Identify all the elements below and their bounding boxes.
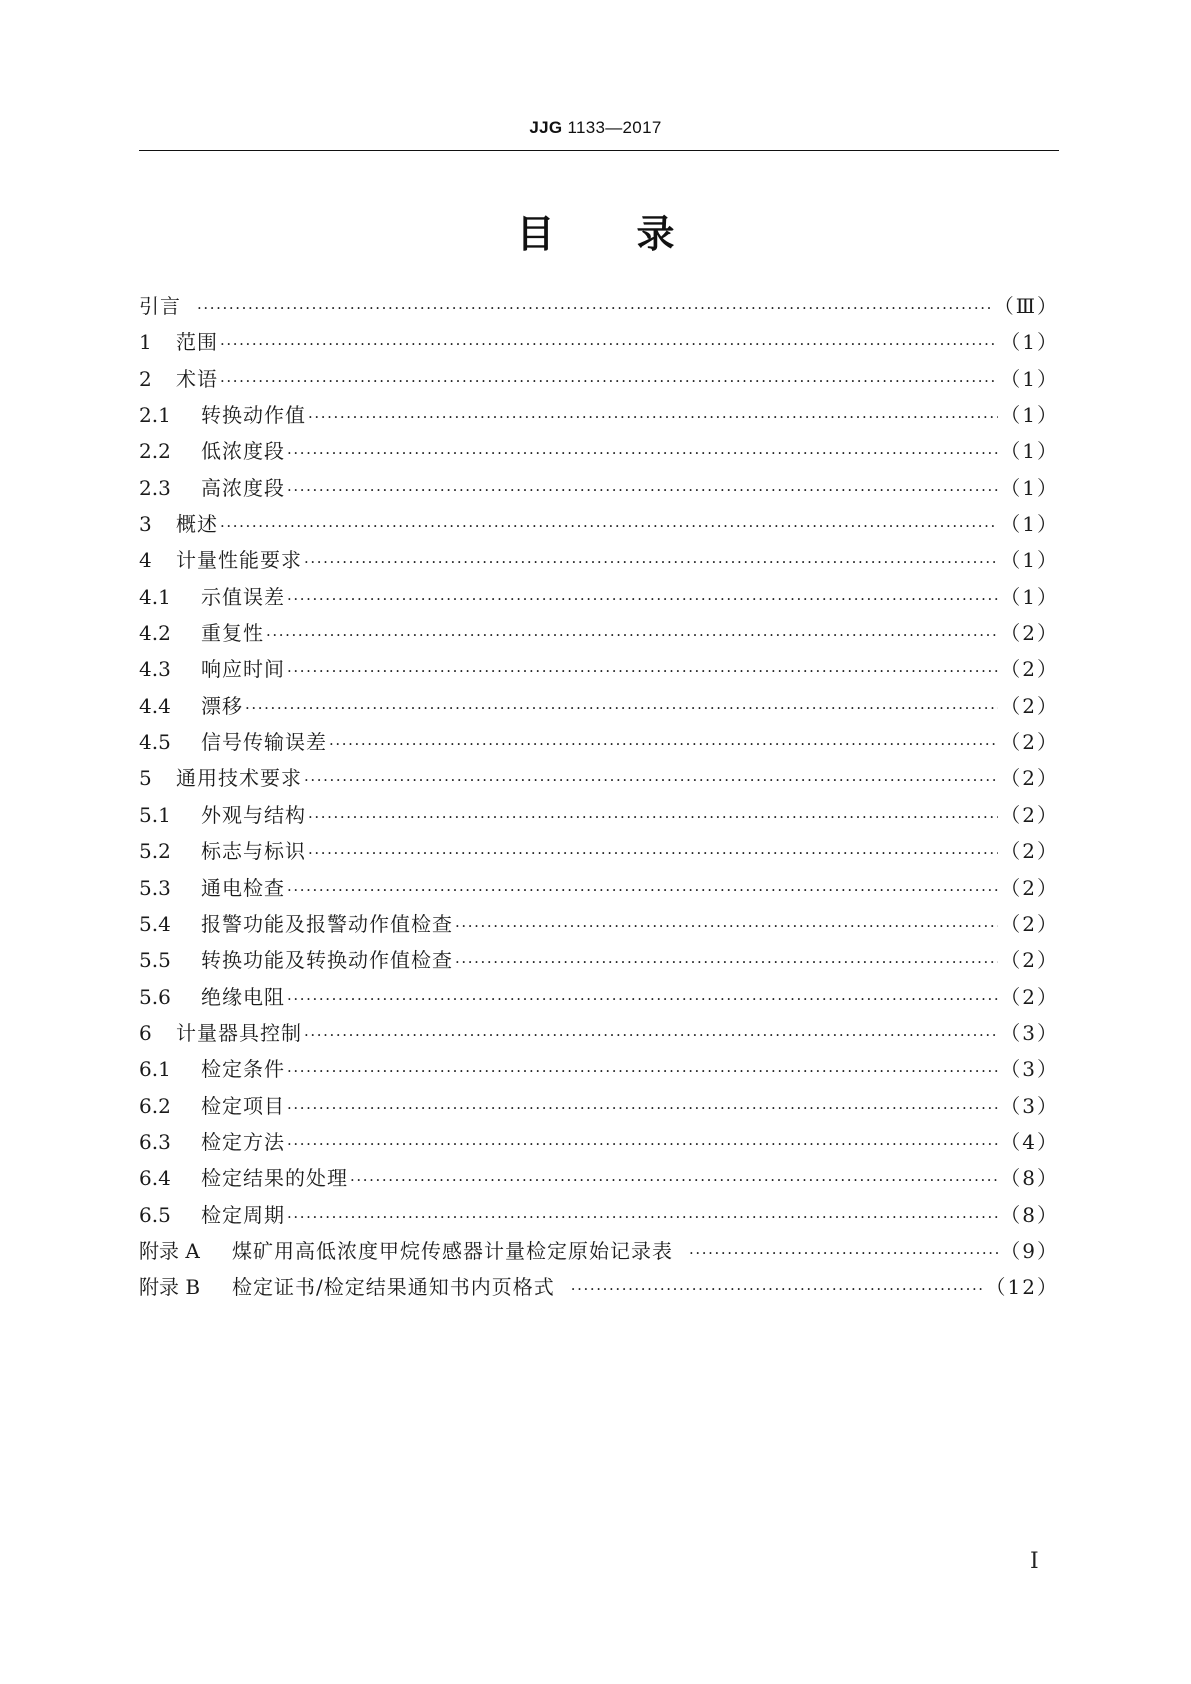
toc-entry-number: 2 xyxy=(139,366,152,391)
toc-leader-dots xyxy=(220,508,998,544)
toc-entry[interactable] xyxy=(139,1233,1059,1269)
toc-entry-title: 高浓度段 xyxy=(201,475,285,500)
toc-entry[interactable] xyxy=(139,324,1059,360)
toc-entry-number: 5 xyxy=(139,766,152,791)
toc-entry-page: （8） xyxy=(1000,1166,1059,1191)
page-title xyxy=(0,203,1191,258)
toc-entry-title: 漂移 xyxy=(201,693,243,718)
toc-entry-page: （Ⅲ） xyxy=(993,294,1059,318)
toc-entry[interactable] xyxy=(139,979,1059,1015)
toc-entry-page: （1） xyxy=(1000,475,1059,500)
toc-entry-title: 检定方法 xyxy=(201,1129,285,1154)
toc-entry-page: （3） xyxy=(1000,1020,1059,1045)
toc-entry[interactable] xyxy=(139,833,1059,869)
toc-entry-number: 2.2 xyxy=(139,439,171,464)
toc-entry-title: 通用技术要求 xyxy=(176,766,302,791)
toc-entry-page: （2） xyxy=(1000,839,1059,864)
toc-leader-dots xyxy=(304,1017,998,1053)
toc-entry-title: 转换功能及转换动作值检查 xyxy=(201,948,453,973)
toc-leader-dots xyxy=(287,981,998,1017)
toc-leader-dots xyxy=(308,399,998,435)
toc-entry-number: 3 xyxy=(139,512,152,537)
toc-entry[interactable] xyxy=(139,433,1059,469)
toc-entry-page: （2） xyxy=(1000,911,1059,936)
toc-leader-dots xyxy=(287,472,998,508)
toc-entry[interactable] xyxy=(139,1269,1059,1305)
toc-entry-page: （2） xyxy=(1000,948,1059,973)
toc-entry[interactable] xyxy=(139,724,1059,760)
toc-entry[interactable] xyxy=(139,870,1059,906)
title-part-2: 录 xyxy=(636,212,675,256)
toc-leader-dots xyxy=(689,1235,998,1271)
toc-entry-title: 概述 xyxy=(176,512,218,537)
toc-leader-dots xyxy=(287,1199,998,1235)
toc-entry[interactable] xyxy=(139,542,1059,578)
toc-entry-title: 转换动作值 xyxy=(201,403,306,428)
document-header xyxy=(0,118,1191,138)
toc-leader-dots xyxy=(329,726,998,762)
toc-entry[interactable] xyxy=(139,760,1059,796)
toc-entry-number: 附录 B xyxy=(139,1275,201,1300)
toc-entry-number: 6.4 xyxy=(139,1166,171,1191)
toc-entry[interactable] xyxy=(139,1015,1059,1051)
toc-entry[interactable] xyxy=(139,470,1059,506)
toc-entry-page: （3） xyxy=(1000,1057,1059,1082)
toc-entry-number: 2.1 xyxy=(139,403,171,428)
toc-entry[interactable] xyxy=(139,615,1059,651)
toc-leader-dots xyxy=(304,544,998,580)
toc-leader-dots xyxy=(350,1162,998,1198)
toc-leader-dots xyxy=(571,1271,984,1307)
toc-entry[interactable] xyxy=(139,397,1059,433)
toc-leader-dots xyxy=(287,581,998,617)
title-part-1: 目 xyxy=(516,212,555,256)
toc-entry-number: 4 xyxy=(139,548,152,573)
toc-entry-title: 术语 xyxy=(176,366,218,391)
toc-entry-title: 煤矿用高低浓度甲烷传感器计量检定原始记录表 xyxy=(232,1238,673,1263)
toc-entry-title: 示值误差 xyxy=(201,584,285,609)
toc-entry-title: 报警功能及报警动作值检查 xyxy=(201,911,453,936)
toc-leader-dots xyxy=(304,762,998,798)
toc-entry[interactable] xyxy=(139,361,1059,397)
toc-leader-dots xyxy=(308,799,998,835)
toc-entry-page: （1） xyxy=(1000,548,1059,573)
page-number: Ⅰ xyxy=(1030,1548,1039,1573)
toc-leader-dots xyxy=(220,326,998,362)
toc-entry-number: 6.1 xyxy=(139,1057,171,1082)
toc-entry-number: 4.4 xyxy=(139,693,171,718)
toc-entry-page: （2） xyxy=(1000,766,1059,791)
toc-entry[interactable] xyxy=(139,1197,1059,1233)
toc-entry-number: 6 xyxy=(139,1020,152,1045)
toc-entry-number: 5.1 xyxy=(139,802,171,827)
toc-entry-title: 检定项目 xyxy=(201,1093,285,1118)
toc-entry[interactable] xyxy=(139,579,1059,615)
toc-leader-dots xyxy=(287,1126,998,1162)
toc-entry-title: 重复性 xyxy=(201,621,264,646)
toc-entry-page: （2） xyxy=(1000,984,1059,1009)
toc-entry-page: （8） xyxy=(1000,1202,1059,1227)
toc-leader-dots xyxy=(287,1053,998,1089)
toc-entry-title: 检定周期 xyxy=(201,1202,285,1227)
toc-entry-number: 4.1 xyxy=(139,584,171,609)
toc-leader-dots xyxy=(245,690,998,726)
toc-leader-dots xyxy=(287,653,998,689)
toc-entry-number: 4.3 xyxy=(139,657,171,682)
toc-entry-page: （1） xyxy=(1000,366,1059,391)
toc-entry-page: （1） xyxy=(1000,512,1059,537)
toc-entry-number: 5.6 xyxy=(139,984,171,1009)
toc-entry-title: 响应时间 xyxy=(201,657,285,682)
toc-entry-title: 信号传输误差 xyxy=(201,730,327,755)
toc-entry-page: （1） xyxy=(1000,584,1059,609)
toc-leader-dots xyxy=(287,872,998,908)
toc-leader-dots xyxy=(287,1090,998,1126)
toc-entry-number: 6.5 xyxy=(139,1202,171,1227)
toc-entry-page: （2） xyxy=(1000,621,1059,646)
toc-entry-number: 4.5 xyxy=(139,730,171,755)
standard-number: 1133—2017 xyxy=(567,118,662,137)
toc-entry-page: （2） xyxy=(1000,693,1059,718)
toc-entry[interactable] xyxy=(139,906,1059,942)
toc-entry[interactable] xyxy=(139,1160,1059,1196)
toc-entry[interactable] xyxy=(139,942,1059,978)
toc-entry-title: 检定条件 xyxy=(201,1057,285,1082)
toc-entry-number: 1 xyxy=(139,330,152,355)
toc-leader-dots xyxy=(197,290,992,326)
toc-leader-dots xyxy=(308,835,998,871)
toc-entry-page: （4） xyxy=(1000,1129,1059,1154)
toc-entry-page: （1） xyxy=(1000,403,1059,428)
toc-leader-dots xyxy=(455,908,998,944)
toc-entry-title: 检定证书/检定结果通知书内页格式 xyxy=(232,1275,555,1300)
toc-entry[interactable] xyxy=(139,506,1059,542)
toc-entry-number: 4.2 xyxy=(139,621,171,646)
toc-leader-dots xyxy=(287,435,998,471)
toc-entry[interactable] xyxy=(139,1124,1059,1160)
toc-entry-title: 标志与标识 xyxy=(201,839,306,864)
toc-entry-title: 检定结果的处理 xyxy=(201,1166,348,1191)
toc-entry-number: 5.5 xyxy=(139,948,171,973)
toc-entry-page: （3） xyxy=(1000,1093,1059,1118)
toc-leader-dots xyxy=(455,944,998,980)
toc-entry-title: 计量性能要求 xyxy=(176,548,302,573)
toc-entry-number: 附录 A xyxy=(139,1238,200,1263)
toc-entry-page: （2） xyxy=(1000,657,1059,682)
toc-entry-page: （9） xyxy=(1000,1238,1059,1263)
toc-entry-number: 5.4 xyxy=(139,911,171,936)
toc-entry-page: （2） xyxy=(1000,730,1059,755)
toc-entry-page: （2） xyxy=(1000,802,1059,827)
toc-leader-dots xyxy=(220,363,998,399)
toc-entry[interactable] xyxy=(139,688,1059,724)
toc-entry-title: 引言 xyxy=(139,294,181,318)
header-rule xyxy=(139,150,1059,151)
table-of-contents xyxy=(139,288,1059,1306)
toc-entry-page: （1） xyxy=(1000,330,1059,355)
toc-entry[interactable] xyxy=(139,797,1059,833)
toc-entry-number: 5.3 xyxy=(139,875,171,900)
toc-entry[interactable] xyxy=(139,288,1059,324)
toc-entry-number: 6.3 xyxy=(139,1129,171,1154)
toc-entry-page: （12） xyxy=(985,1275,1059,1300)
toc-entry-page: （2） xyxy=(1000,875,1059,900)
toc-leader-dots xyxy=(266,617,998,653)
toc-entry-title: 通电检查 xyxy=(201,875,285,900)
standard-code: JJG xyxy=(529,118,563,137)
toc-entry-number: 6.2 xyxy=(139,1093,171,1118)
toc-entry-title: 外观与结构 xyxy=(201,802,306,827)
toc-entry[interactable] xyxy=(139,651,1059,687)
toc-entry-title: 范围 xyxy=(176,330,218,355)
toc-entry-title: 计量器具控制 xyxy=(176,1020,302,1045)
toc-entry-number: 5.2 xyxy=(139,839,171,864)
toc-entry[interactable] xyxy=(139,1051,1059,1087)
toc-entry-number: 2.3 xyxy=(139,475,171,500)
toc-entry-title: 绝缘电阻 xyxy=(201,984,285,1009)
toc-entry[interactable] xyxy=(139,1088,1059,1124)
toc-entry-title: 低浓度段 xyxy=(201,439,285,464)
toc-entry-page: （1） xyxy=(1000,439,1059,464)
